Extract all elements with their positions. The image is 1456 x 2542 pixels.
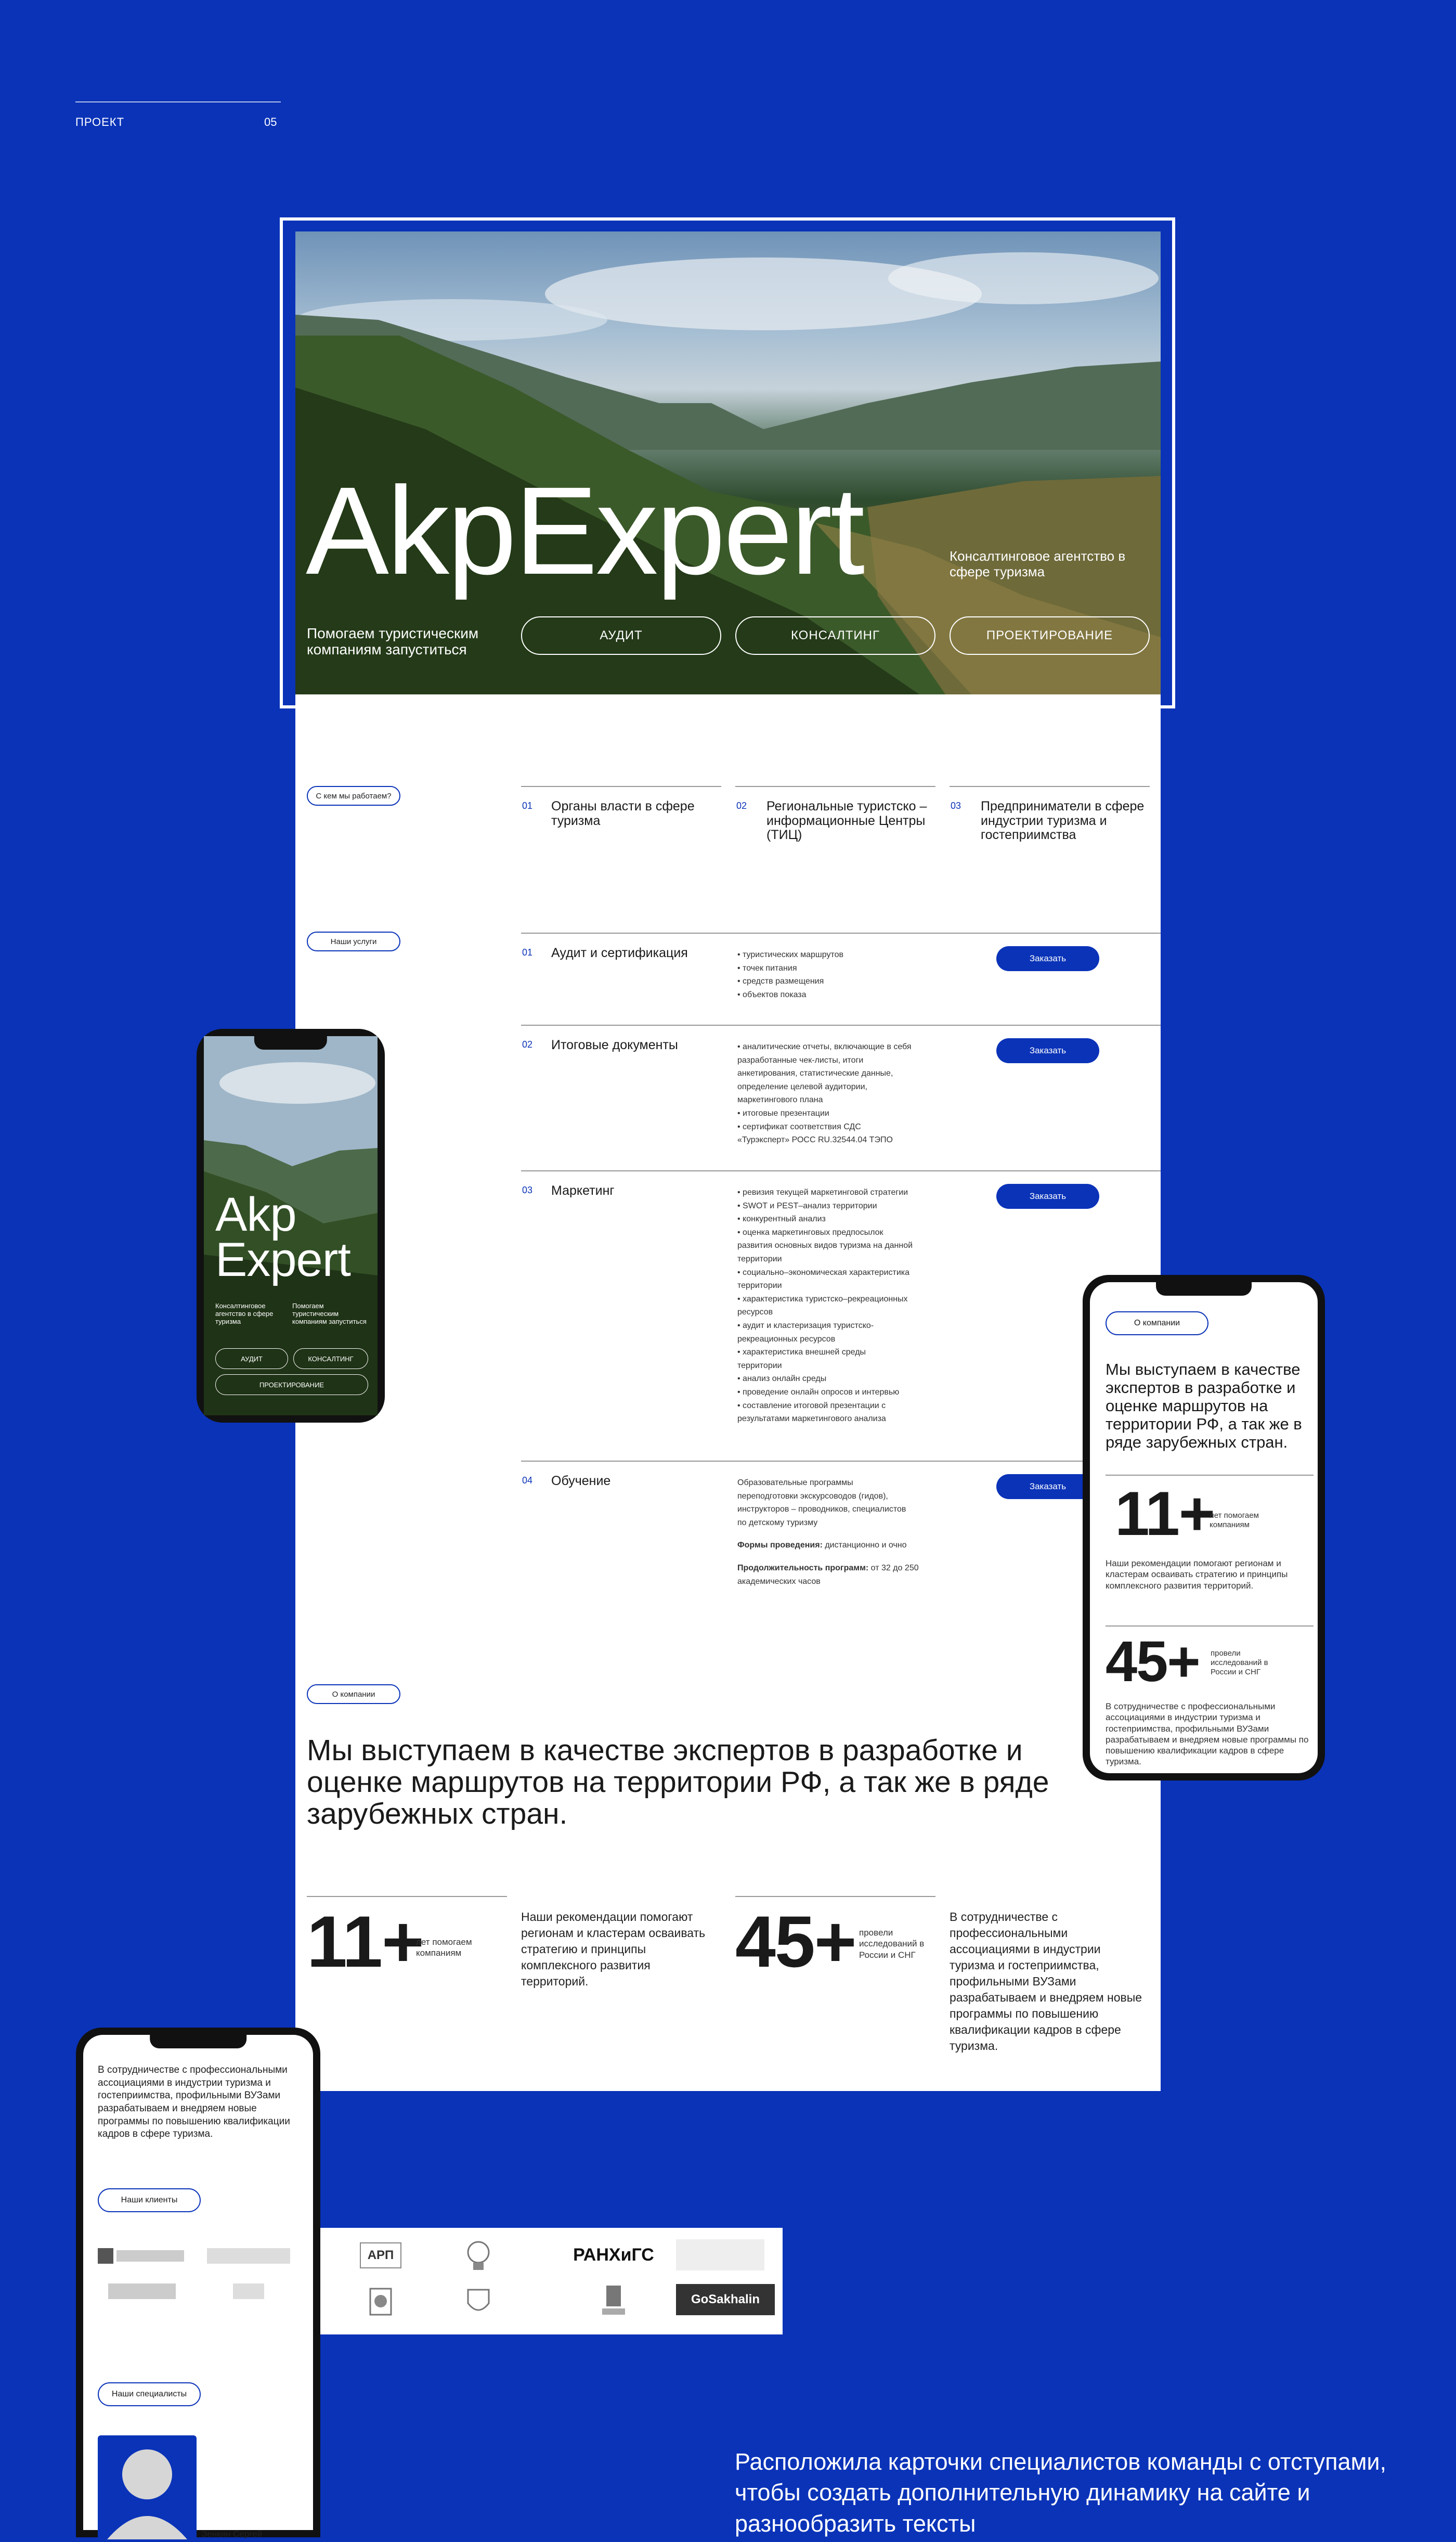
service-rule-4 [521,1461,1161,1462]
phone-stat1-description: Наши рекомендации помогают регионам и кластерам осваивать стратегию и принципы комплексного развития территорий. [1106,1558,1288,1591]
phone-notch [254,1036,327,1050]
project-number: 05 [264,115,277,128]
university-crest-icon [598,2282,629,2319]
hero-subtitle: Консалтинговое агентство в сфере туризма [950,548,1126,579]
who-item-3: Предприниматели в сфере индустрии туризма и гостеприимства [981,799,1145,842]
hero-section [295,231,1161,694]
service-list-2: • аналитические отчеты, включающие в себя разработанные чек-листы, итоги анкетирования, статистические данные, определение целевой аудитории, маркетингового плана • итоговые презентации • сертификат соответствия СДС «Турэксперт» РОСС RU.32544.04 ТЭПО [737,1042,912,1145]
coat-of-arms-icon [463,2240,494,2273]
service-rule-3 [521,1170,1161,1171]
phone-stat2-description: В сотрудничестве с профессиональными ассоциациями в индустрии туризма и гостеприимства, профильными ВУЗами разрабатываем и внедряем новые программы по повышению квалификации кадров в сфере туризма. [1106,1701,1309,1767]
stat2-caption: провели исследований в России и СНГ [859,1928,925,1960]
stat1-description: Наши рекомендации помогают регионам и кластерам осваивать стратегию и принципы комплексного развития территорий. [521,1910,706,1989]
phone-help: Помогаем туристическим компаниям запуститься [292,1302,367,1325]
stat2-description: В сотрудничестве с профессиональными ассоциациями в индустрии туризма и гостеприимства, профильными ВУЗами разрабатываем и внедряем новые программы по повышению квалификации кадров в сфере туризма. [950,1910,1142,2053]
service-rule-2 [521,1025,1161,1026]
logo-university [593,2280,634,2321]
design-button[interactable]: ПРОЕКТИРОВАНИЕ [950,616,1150,655]
logo-ranepa: РАНХиГС [573,2244,654,2265]
service-title-1: Аудит и сертификация [551,946,688,960]
meta-divider [75,101,281,102]
service-list-4: Образовательные программы переподготовки экскурсоводов (гидов), инструкторов – проводников, специалистов по детскому туризму Формы проведения: дистанционно и очно Продолжительность программ: от 32 до 250 академических часов [737,1478,919,1586]
phone-consulting-button[interactable]: КОНСАЛТИНГ [293,1348,368,1369]
service-num-4: 04 [522,1475,533,1486]
who-rule-1 [521,786,721,787]
order-button-2[interactable]: Заказать [996,1038,1099,1063]
service-num-1: 01 [522,947,533,958]
phone-rule-2 [1106,1625,1314,1627]
stat2-number: 45+ [735,1901,856,1982]
who-num-3: 03 [951,801,961,811]
specialist-card[interactable] [98,2435,197,2539]
website-page [295,231,1161,2091]
about-text: Мы выступаем в качестве экспертов в разработке и оценке маршрутов на территории РФ, а так же в ряде зарубежных стран. [307,1734,1049,1830]
service-title-4: Обучение [551,1474,611,1488]
services-pill[interactable]: Наши услуги [307,932,400,951]
who-item-2: Региональные туристско – информационные Центры (ТИЦ) [766,799,927,842]
phone-about-pill[interactable]: О компании [1106,1311,1208,1335]
order-button-1[interactable]: Заказать [996,946,1099,971]
project-label: ПРОЕКТ [75,115,125,128]
logo-emblem-2 [458,2284,499,2320]
client-logos-graphic [98,2243,306,2311]
phone-stat1-caption: лет помогаем компаниям [1210,1511,1259,1529]
shield-icon [463,2286,494,2319]
phone-subtitle: Консалтинговое агентство в сфере туризма [215,1302,274,1325]
service-num-3: 03 [522,1185,533,1195]
who-num-2: 02 [736,801,747,811]
logo-ministry [458,2238,499,2275]
phone-mockup-team [76,2028,320,2537]
phone-stat1-number: 11+ [1115,1479,1214,1549]
audit-button[interactable]: АУДИТ [521,616,721,655]
phone-stat2-number: 45+ [1106,1630,1200,1694]
phone-hero-screen [204,1036,378,1415]
phone-mockup-hero [197,1029,385,1423]
phone-clients-pill[interactable]: Наши клиенты [98,2188,201,2212]
footer-caption: Расположила карточки специалистов команды с отступами, чтобы создать дополнительную динамику на сайте и разнообразить тексты [735,2448,1387,2537]
stat1-caption: лет помогаем компаниям [416,1937,472,1958]
who-rule-2 [735,786,935,787]
who-item-1: Органы власти в сфере туризма [551,799,695,828]
stat-rule-2 [735,1896,935,1897]
about-pill[interactable]: О компании [307,1684,400,1704]
avatar-placeholder-icon [98,2435,197,2539]
phone-about-text: Мы выступаем в качестве экспертов в разработке и оценке маршрутов на территории РФ, а так же в ряде зарубежных стран. [1106,1360,1302,1452]
phone-rule-1 [1106,1475,1314,1476]
order-button-3[interactable]: Заказать [996,1184,1099,1209]
stat-rule-1 [307,1896,507,1897]
hero-brand-title: AkpExpert [306,461,863,600]
stat1-number: 11+ [307,1901,423,1982]
logo-arp: АРП [360,2242,401,2268]
service-num-2: 02 [522,1039,533,1050]
phone-mockup-about [1083,1275,1325,1780]
who-rule-3 [950,786,1150,787]
service-list-1: • туристических маршрутов • точек питания • средств размещения • объектов показа [737,950,843,999]
phone-notch-2 [1156,1282,1252,1296]
partner-logos-strip [317,2228,783,2334]
phone-client-logos [98,2243,306,2311]
order-button-4[interactable]: Заказать [996,1474,1099,1499]
phone-design-button[interactable]: ПРОЕКТИРОВАНИЕ [215,1374,368,1395]
phone-brand-title: Akp Expert [215,1188,350,1287]
phone-team-screen [83,2035,313,2539]
service-list-3: • ревизия текущей маркетинговой стратегии • SWOT и PEST–анализ территории • конкурентный анализ • оценка маркетинговых предпосылок развития основных видов туризма на данной территории • социально–экономическая характеристика территории • характеристика туристско–рекреационных ресурсов • аудит и кластеризация туристско- рекреационных ресурсов • характеристика внешней среды территории • анализ онлайн среды • проведение онлайн опросов и интервью • составление итоговой презентации с результатами маркетингового анализа [737,1188,913,1424]
service-title-2: Итоговые документы [551,1038,678,1052]
phone-specialists-pill[interactable]: Наши специалисты [98,2382,201,2406]
logo-gosakhalin: GoSakhalin [676,2284,775,2315]
phone-team-text: В сотрудничестве с профессиональными ассоциациями в индустрии туризма и гостеприимства, профильными ВУЗами разрабатываем и внедряем новые программы по повышению квалификации кадров в сфере туризма. [98,2064,290,2140]
consulting-button[interactable]: КОНСАЛТИНГ [735,616,935,655]
emblem-icon [365,2286,396,2319]
phone-notch-3 [150,2035,246,2048]
logo-emblem-1 [360,2284,401,2320]
phone-about-screen [1090,1282,1318,1773]
who-num-1: 01 [522,801,533,811]
phone-audit-button[interactable]: АУДИТ [215,1348,288,1369]
hero-help-text: Помогаем туристическим компаниям запуститься [307,625,479,657]
service-title-3: Маркетинг [551,1183,615,1198]
logo-institute [676,2239,764,2270]
service-rule-1 [521,933,1161,934]
who-pill[interactable]: С кем мы работаем? [307,786,400,806]
phone-stat2-caption: провели исследований в России и СНГ [1211,1649,1268,1676]
specialist-name: Зенкин Сергей [202,2529,263,2539]
